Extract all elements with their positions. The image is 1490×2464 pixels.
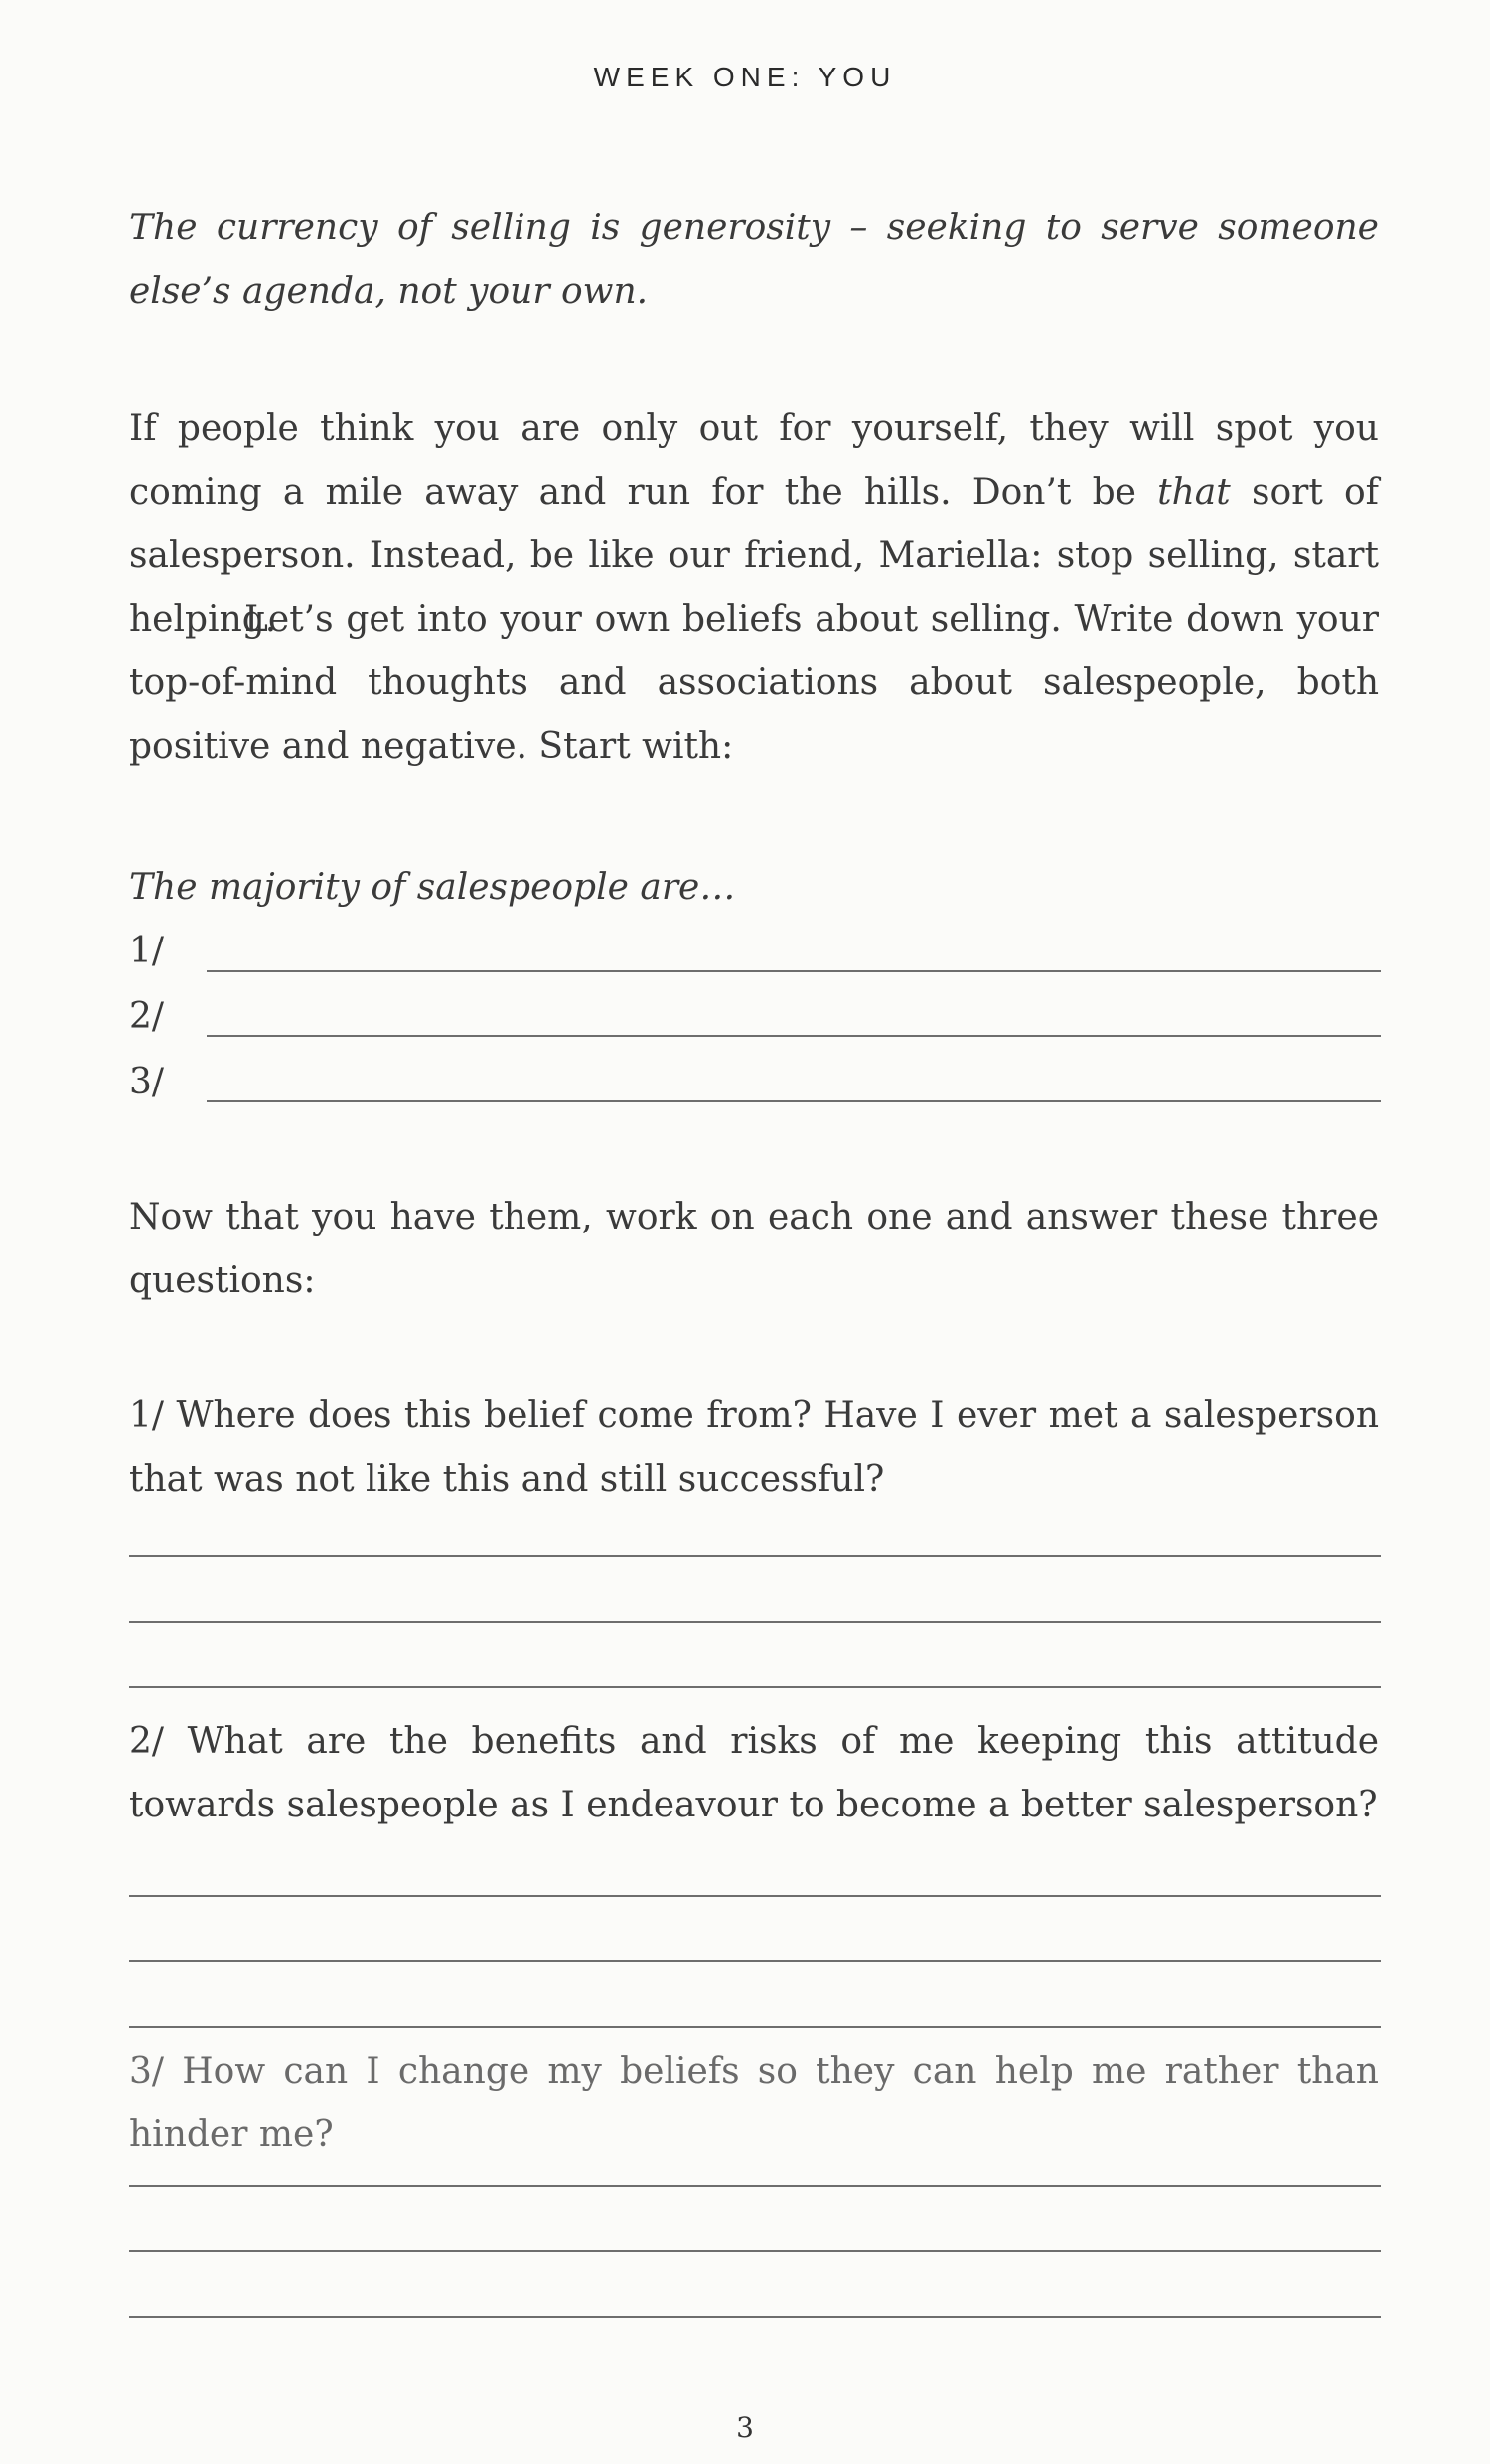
body-paragraph-1-emphasis: that [1157,472,1231,512]
prompt-heading: The majority of salespeople are… [129,867,736,908]
question-1: 1/ Where does this belief come from? Have I ever met a salesperson that was not like this and still successful? [129,1395,1379,1500]
answer-line-2[interactable] [207,1035,1381,1037]
answer-line-1[interactable] [207,970,1381,972]
question-3-answer-line-2[interactable] [129,2250,1381,2252]
question-3-answer-line-1[interactable] [129,2185,1381,2187]
body-paragraph-2: Let’s get into your own beliefs about selling. Write down your top-of-mind thoughts and associations about salespeople, both positive and negative. Start with: [129,599,1379,767]
question-2-answer-line-1[interactable] [129,1895,1381,1897]
question-1-answer-line-3[interactable] [129,1686,1381,1688]
answer-line-label-3: 3/ [129,1062,165,1102]
question-3: 3/ How can I change my beliefs so they can help me rather than hinder me? [129,2051,1379,2155]
question-1-answer-line-1[interactable] [129,1555,1381,1557]
page-number: 3 [736,2411,754,2444]
instructions-paragraph: Now that you have them, work on each one and answer these three questions: [129,1197,1379,1301]
body-paragraph-1-start: If people think you are only out for yourself, they will spot you coming a mile away and run for the hills. Don’t be [129,408,1379,512]
body-paragraph-1-end: sort of salesperson. Instead, be like our friend, Mariella: stop selling, start helping. [129,472,1379,640]
question-2: 2/ What are the benefits and risks of me keeping this attitude towards salespeople as I endeavour to become a better salesperson? [129,1721,1379,1825]
question-1-answer-line-2[interactable] [129,1621,1381,1623]
epigraph-quote: The currency of selling is generosity – seeking to serve someone else’s agenda, not your own. [129,208,1379,312]
answer-line-3[interactable] [207,1100,1381,1102]
running-head: WEEK ONE: YOU [593,62,897,92]
answer-line-label-2: 2/ [129,996,165,1037]
answer-line-label-1: 1/ [129,931,165,971]
question-3-answer-line-3[interactable] [129,2316,1381,2318]
question-2-answer-line-2[interactable] [129,1960,1381,1962]
question-2-answer-line-3[interactable] [129,2026,1381,2028]
